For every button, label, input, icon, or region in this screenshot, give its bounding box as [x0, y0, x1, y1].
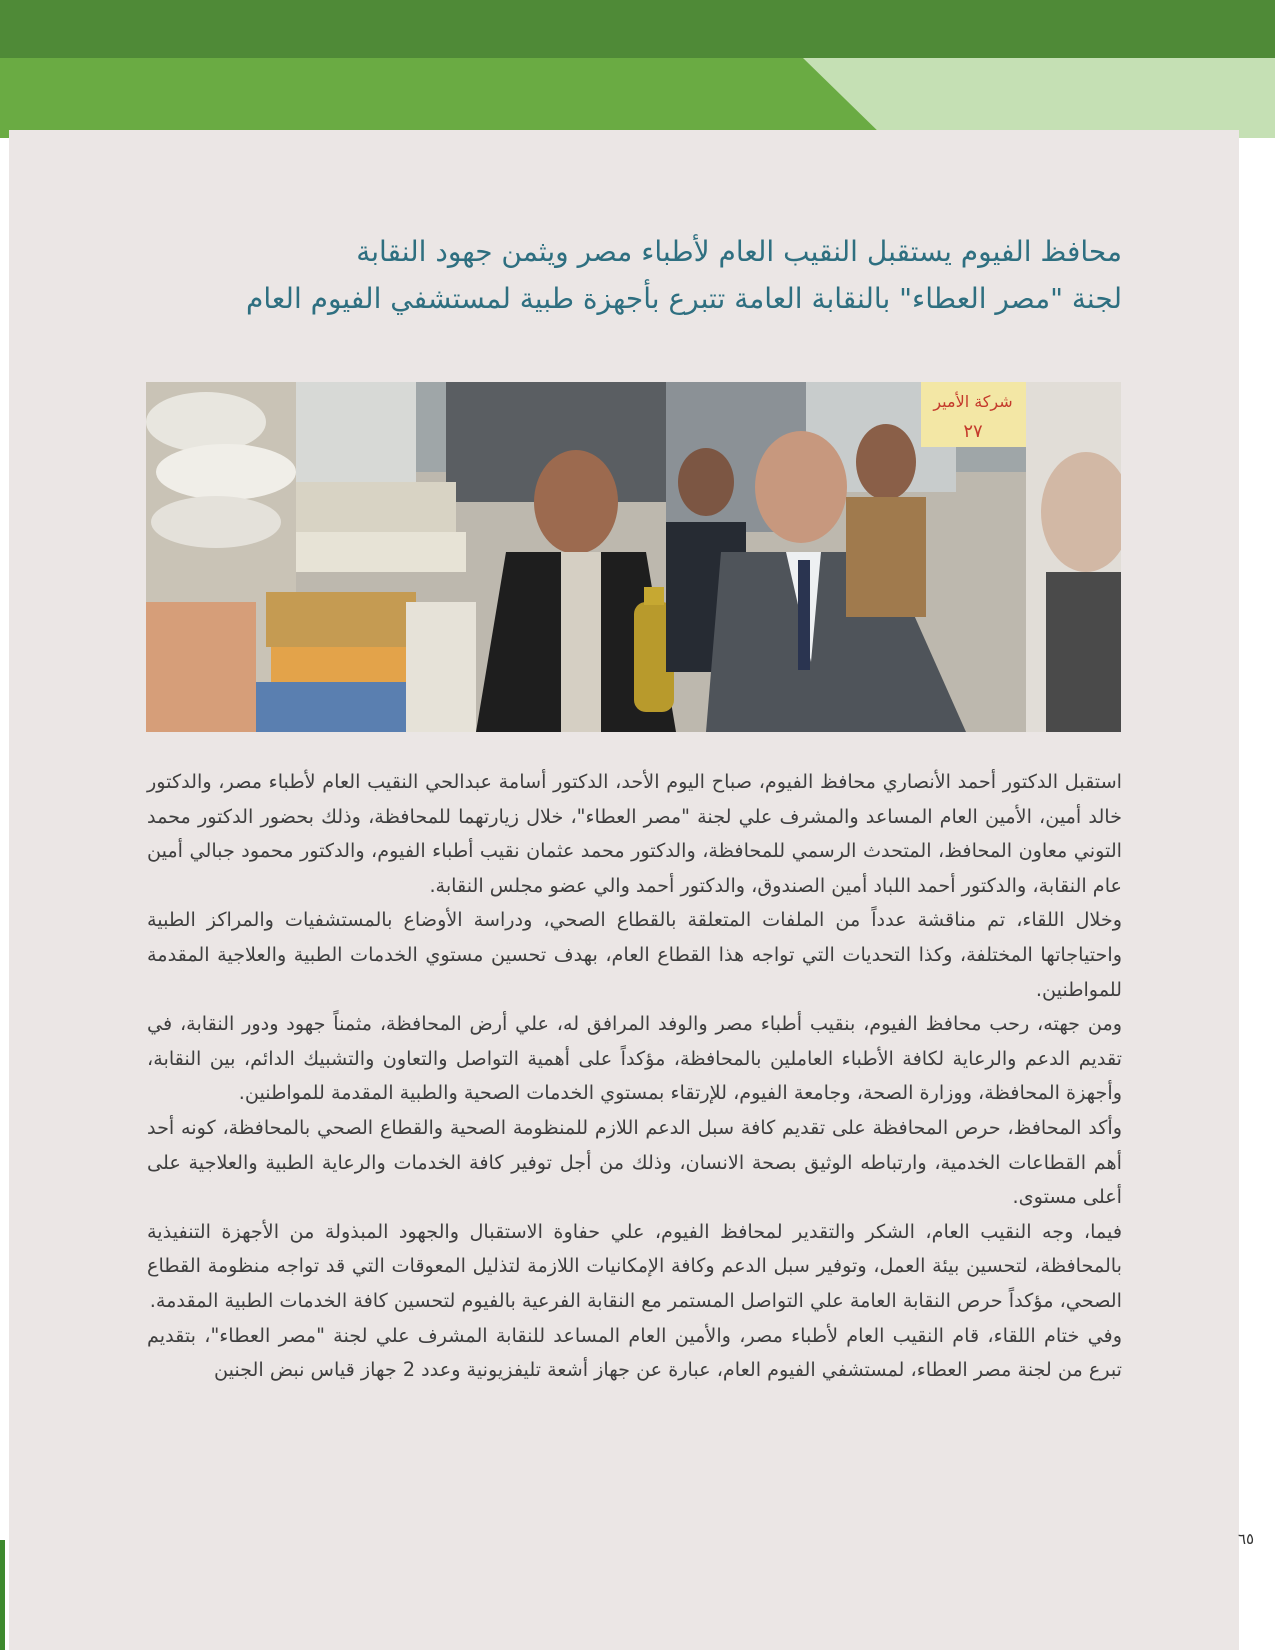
paragraph: وخلال اللقاء، تم مناقشة عدداً من الملفات المتعلقة بالقطاع الصحي، ودراسة الأوضاع بالمستشفيات والمراكز الطبية واحتياجاتها المختلفة، وكذا التحديات التي تواجه هذا القطاع العام، بهدف تحسين مستوي الخدمات الطبية والعلاجية المقدمة للمواطنين. — [147, 908, 1122, 1001]
article-photo — [146, 382, 1121, 732]
article-body — [147, 765, 1122, 1388]
header-band-medium — [0, 58, 1275, 138]
photo-sign-number: ٢٧ — [963, 421, 983, 442]
photo-sign-text: شركة الأمير — [933, 392, 1013, 411]
title-line-1: محافظ الفيوم يستقبل النقيب العام لأطباء مصر ويثمن جهود النقابة — [356, 235, 1122, 268]
title-line-2: لجنة "مصر العطاء" بالنقابة العامة تتبرع بأجهزة طبية لمستشفي الفيوم العام — [246, 282, 1122, 315]
paragraph: وأكد المحافظ، حرص المحافظة على تقديم كافة سبل الدعم اللازم للمنظومة الصحية والقطاع الصحي بالمحافظة، كونه أحد أهم القطاعات الخدمية، وارتباطه الوثيق بصحة الانسان، وذلك من أجل توفير كافة الخدمات والرعاية الطبية والعلاجية على أعلى مستوى. — [147, 1115, 1122, 1209]
article-title — [142, 228, 1122, 322]
left-accent-stripe — [0, 1540, 5, 1650]
page-number: ٦٥ — [1238, 1530, 1255, 1548]
header-band-dark — [0, 0, 1275, 58]
paragraph: وفي ختام اللقاء، قام النقيب العام لأطباء مصر، والأمين العام المساعد للنقابة المشرف علي لجنة "مصر العطاء"، بتقديم تبرع من لجنة مصر العطاء، لمستشفي الفيوم العام، عبارة عن جهاز أشعة تليفزيونية وعدد 2 جهاز قياس نبض الجنين — [147, 1323, 1122, 1382]
paragraph: فيما، وجه النقيب العام، الشكر والتقدير لمحافظ الفيوم، علي حفاوة الاستقبال والجهود المبذولة من الأجهزة التنفيذية بالمحافظة، لتحسين بيئة العمل، وتوفير سبل الدعم وكافة الإمكانيات اللازمة لتذليل المعوقات التي قد تواجه منظومة القطاع الصحي، مؤكداً حرص النقابة العامة علي التواصل المستمر مع النقابة الفرعية بالفيوم لتحسين كافة الخدمات الطبية المقدمة. — [147, 1219, 1122, 1312]
paragraph: استقبل الدكتور أحمد الأنصاري محافظ الفيوم، صباح اليوم الأحد، الدكتور أسامة عبدالحي النقيب العام لأطباء مصر، والدكتور خالد أمين، الأمين العام المساعد والمشرف علي لجنة "مصر العطاء"، خلال زيارتهما للمحافظة، وذلك بحضور الدكتور محمد التوني معاون المحافظ، المتحدث الرسمي للمحافظة، والدكتور محمد عثمان نقيب أطباء الفيوم، والدكتور محمود جبالي أمين عام النقابة، والدكتور أحمد اللباد أمين الصندوق، والدكتور أحمد والي عضو مجلس النقابة. — [147, 770, 1122, 897]
paragraph: ومن جهته، رحب محافظ الفيوم، بنقيب أطباء مصر والوفد المرافق له، علي أرض المحافظة، مثمناً جهود ودور النقابة، في تقديم الدعم والرعاية لكافة الأطباء العاملين بالمحافظة، مؤكداً على أهمية التواصل والتعاون والتشبيك الدائم، بين النقابة، وأجهزة المحافظة، ووزارة الصحة، وجامعة الفيوم، للإرتقاء بمستوي الخدمات الصحية والطبية المقدمة للمواطنين. — [147, 1012, 1122, 1105]
